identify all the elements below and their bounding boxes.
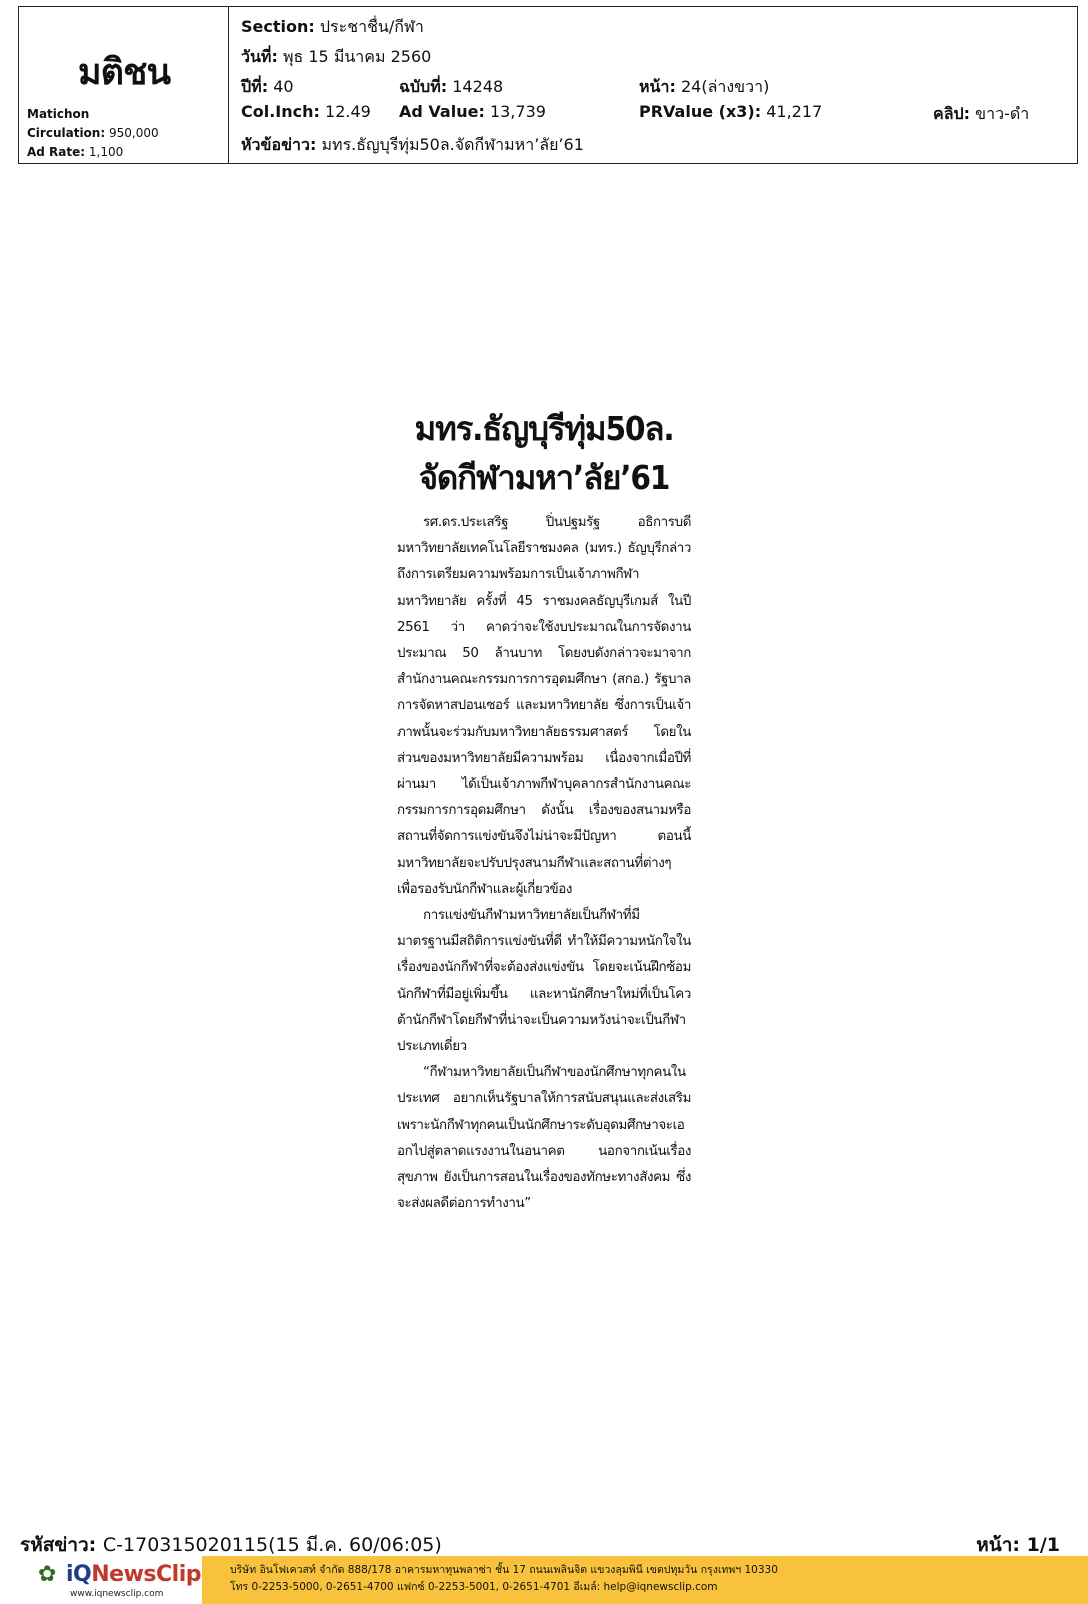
article-paragraph-3: “กีฬามหาวิทยาลัยเป็นกีฬาของนักศึกษาทุกคนในประเทศ อยากเห็นรัฐบาลให้การสนับสนุนและส่งเสริม เพราะนักกีฬาทุกคนเป็นนักศึกษาระดับอุดมศึกษาจะเออกไปสู่ตลาดแรงงานในอนาคต นอกจากเน้นเรื่องสุขภาพ ยังเป็นการสอนในเรื่องของทักษะทางสังคม ซึ่งจะส่งผลดีต่อการทำงาน”: [397, 1065, 691, 1212]
company-contact: [202, 1556, 1088, 1604]
headline-line-2: จัดกีฬามหา’ลัย’61: [418, 458, 670, 497]
issue-value: 14248: [452, 77, 504, 96]
publication-logo: มติชน: [77, 52, 171, 93]
circulation-value: 950,000: [108, 126, 159, 140]
date-value: พุธ 15 มีนาคม 2560: [282, 47, 432, 66]
publication-meta: [27, 105, 159, 162]
year-value: 40: [273, 77, 294, 96]
colinch-value: 12.49: [325, 102, 371, 121]
advalue-cell: [399, 102, 546, 121]
footer-bar: [0, 1556, 1088, 1604]
advalue-label: Ad Value:: [399, 102, 485, 121]
clip-type-cell: [933, 102, 1029, 127]
clip-info-panel: [241, 7, 1077, 163]
section-label: Section:: [241, 17, 315, 36]
publication-panel: [19, 7, 229, 163]
clip-type-value: ขาว-ดำ: [975, 104, 1030, 123]
article-paragraph-2: การแข่งขันกีฬามหาวิทยาลัยเป็นกีฬาที่มีมาตรฐานมีสถิติการแข่งขันที่ดี ทำให้มีความหนักใจในเรื่องของนักกีฬาที่จะต้องส่งแข่งขัน โดยจะเน้นฝึกซ้อมนักกีฬาที่มีอยู่เพิ่มขึ้น และหานักศึกษาใหม่ที่เป็นโควต้านักกีฬาโดยกีฬาที่น่าจะเป็นความหวังน่าจะเป็นกีฬาประเภทเดี่ยว: [397, 908, 691, 1055]
section-value: ประชาชื่น/กีฬา: [319, 17, 424, 36]
circulation-label: Circulation:: [27, 126, 106, 140]
issue-label: ฉบับที่:: [399, 77, 448, 96]
page-value: 24(ล่างขวา): [680, 77, 770, 96]
ad-rate-value: 1,100: [88, 145, 124, 159]
date-row: [241, 45, 431, 70]
clip-header: [18, 6, 1078, 164]
contact-phone: โทร 0-2253-5000, 0-2651-4700 แฟกซ์ 0-2253-5001, 0-2651-4701 อีเมล์: help@iqnewsclip.com: [230, 1581, 718, 1593]
news-article: [397, 404, 691, 1217]
section-row: [241, 15, 424, 40]
year-cell: [241, 75, 294, 100]
prvalue-label: PRValue (x3):: [639, 102, 762, 121]
news-code-value: C-170315020115(15 มี.ค. 60/06:05): [102, 1534, 442, 1556]
colinch-cell: [241, 102, 371, 121]
issue-cell: [399, 75, 503, 100]
ad-rate-label: Ad Rate:: [27, 145, 86, 159]
year-label: ปีที่:: [241, 77, 269, 96]
logo-url: www.iqnewsclip.com: [70, 1589, 164, 1599]
headline-value: มทร.ธัญบุรีทุ่ม50ล.จัดกีฬามหา’ลัย’61: [321, 135, 584, 154]
headline-line-1: มทร.ธัญบุรีทุ่ม50ล.: [414, 409, 674, 448]
article-paragraph-1: รศ.ดร.ประเสริฐ ปิ่นปฐมรัฐ อธิการบดีมหาวิทยาลัยเทคโนโลยีราชมงคล (มทร.) ธัญบุรีกล่าวถึงการเตรียมความพร้อมการเป็นเจ้าภาพกีฬามหาวิทยาลัย ครั้งที่ 45 ราชมงคลธัญบุรีเกมส์ ในปี 2561 ว่า คาดว่าจะใช้งบประมาณในการจัดงานประมาณ 50 ล้านบาท โดยงบดังกล่าวจะมาจากสำนักงานคณะกรรมการการอุดมศึกษา (สกอ.) รัฐบาล การจัดหาสปอนเซอร์ และมหาวิทยาลัย ซึ่งการเป็นเจ้าภาพนั้นจะร่วมกับมหาวิทยาลัยธรรมศาสตร์ โดยในส่วนของมหาวิทยาลัยมีความพร้อม เนื่องจากเมื่อปีที่ผ่านมา ได้เป็นเจ้าภาพกีฬาบุคลากรสำนักงานคณะกรรมการการอุดมศึกษา ดังนั้น เรื่องของสนามหรือสถานที่จัดการแข่งขันจึงไม่น่าจะมีปัญหา ตอนนี้มหาวิทยาลัยจะปรับปรุงสนามกีฬาและสถานที่ต่างๆ เพื่อรองรับนักกีฬาและผู้เกี่ยวข้อง: [397, 515, 691, 897]
contact-address: บริษัท อินโฟเควสท์ จำกัด 888/178 อาคารมหาทุนพลาซ่า ชั้น 17 ถนนเพลินจิต แขวงลุมพินี เขตปทุมวัน กรุงเทพฯ 10330: [230, 1564, 778, 1576]
logo-newsclip: NewsClip: [91, 1562, 201, 1587]
clip-type-label: คลิป:: [933, 104, 971, 123]
news-code-label: รหัสข่าว:: [20, 1534, 97, 1556]
page-cell: [639, 75, 769, 100]
colinch-label: Col.Inch:: [241, 102, 320, 121]
article-headline: [397, 404, 691, 502]
prvalue-value: 41,217: [766, 102, 823, 121]
advalue-value: 13,739: [489, 102, 546, 121]
page-label: หน้า:: [639, 77, 676, 96]
date-label: วันที่:: [241, 47, 278, 66]
publication-name: Matichon: [27, 107, 90, 121]
logo-iq: iQ: [66, 1562, 92, 1587]
iqnewsclip-logo: [0, 1556, 202, 1604]
headline-row: [241, 133, 584, 158]
page-indicator: หน้า: 1/1: [976, 1534, 1060, 1556]
leaf-icon: ✿: [38, 1562, 57, 1587]
logo-wordmark: [66, 1562, 201, 1587]
prvalue-cell: [639, 102, 822, 121]
headline-label: หัวข้อข่าว:: [241, 135, 317, 154]
